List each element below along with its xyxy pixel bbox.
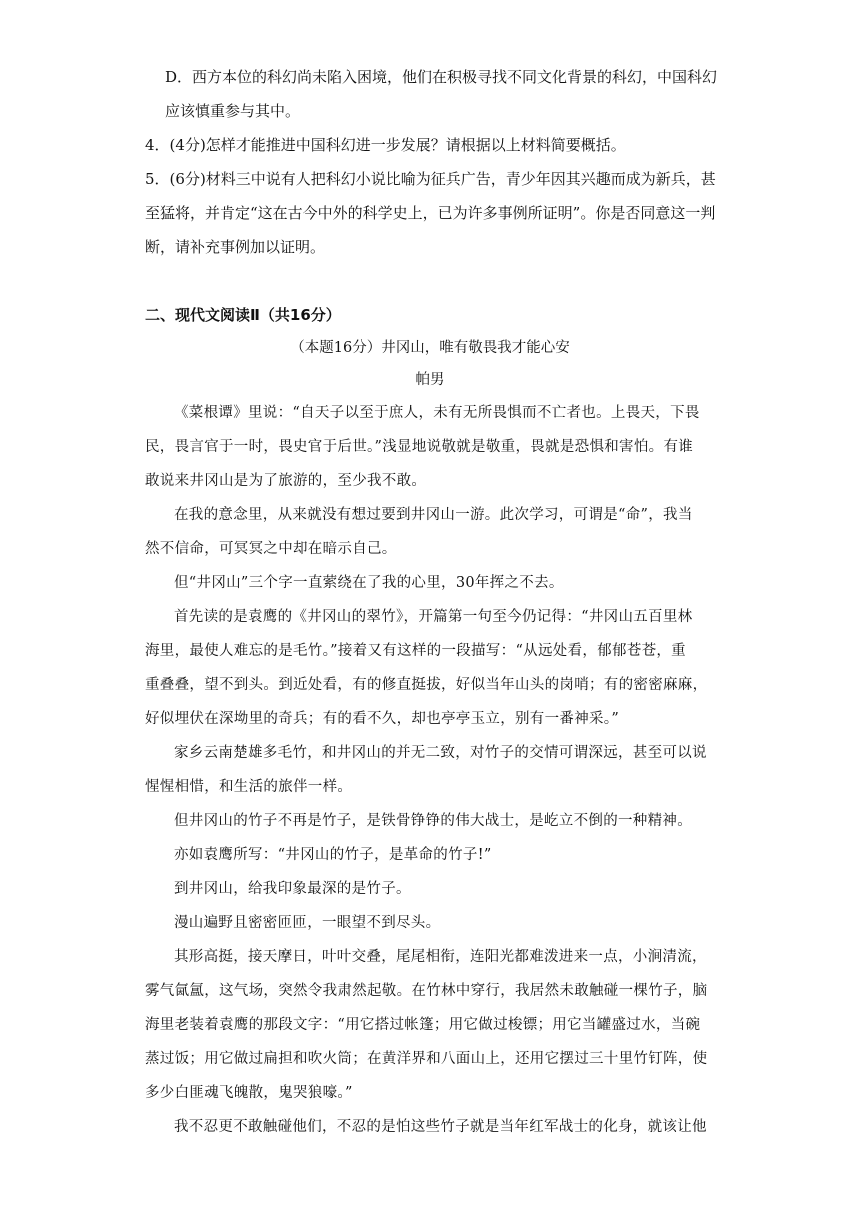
section-heading: 二、现代文阅读Ⅱ（共16分）	[145, 306, 341, 324]
question-5-line-1: 5．(6分)材料三中说有人把科幻小说比喻为征兵广告，青少年因其兴趣而成为新兵，甚	[145, 170, 716, 188]
paragraph-line: 我不忍更不敢触碰他们，不忍的是怕这些竹子就是当年红军战士的化身，就该让他	[174, 1119, 707, 1135]
option-d-line-1: D．西方本位的科幻尚未陷入困境，他们在积极寻找不同文化背景的科幻，中国科幻	[165, 68, 718, 86]
paragraph-line: 重叠叠，望不到头。到近处看，有的修直挺拔，好似当年山头的岗哨；有的密密麻麻，	[145, 677, 708, 693]
paragraph-line: 然不信命，可冥冥之中却在暗示自己。	[145, 541, 397, 557]
paragraph-line: 敢说来井冈山是为了旅游的，至少我不敢。	[145, 473, 427, 489]
option-d-line-2: 应该慎重参与其中。	[165, 102, 301, 120]
paragraph-line: 惺惺相惜，和生活的旅伴一样。	[145, 779, 353, 795]
paragraph-line: 漫山遍野且密密匝匝，一眼望不到尽头。	[174, 915, 441, 931]
paragraph-line: 蒸过饭；用它做过扁担和吹火筒；在黄洋界和八面山上，还用它摆过三十里竹钉阵，使	[145, 1051, 708, 1067]
paragraph-line: 到井冈山，给我印象最深的是竹子。	[174, 881, 411, 897]
passage-title: （本题16分）井冈山，唯有敬畏我才能心安	[290, 340, 570, 356]
question-5-line-2: 至猛将，并肯定“这在古今中外的科学史上，已为许多事例所证明”。你是否同意这一判	[145, 204, 716, 222]
question-4: 4．(4分)怎样才能推进中国科幻进一步发展？请根据以上材料简要概括。	[145, 136, 626, 154]
paragraph-line: 好似埋伏在深坳里的奇兵；有的看不久，却也亭亭玉立，别有一番神采。”	[145, 711, 620, 727]
paragraph-line: 《菜根谭》里说：“自天子以至于庶人，未有无所畏惧而不亡者也。上畏天，下畏	[174, 405, 700, 421]
paragraph-line: 其形高挺，接天摩日，叶叶交叠，尾尾相衔，连阳光都难泼进来一点，小涧清流，	[174, 949, 707, 965]
passage-author: 帕男	[415, 372, 445, 388]
document-page	[145, 60, 718, 1144]
paragraph-line: 但井冈山的竹子不再是竹子，是铁骨铮铮的伟大战士，是屹立不倒的一种精神。	[174, 813, 692, 829]
paragraph-line: 家乡云南楚雄多毛竹，和井冈山的并无二致，对竹子的交情可谓深远，甚至可以说	[174, 745, 707, 761]
paragraph-line: 但“井冈山”三个字一直萦绕在了我的心里，30年挥之不去。	[174, 575, 564, 591]
paragraph-line: 在我的意念里，从来就没有想过要到井冈山一游。此次学习，可谓是“命”，我当	[174, 507, 693, 523]
paragraph-line: 民，畏言官于一时，畏史官于后世。”浅显地说敬就是敬重，畏就是恐惧和害怕。有谁	[145, 439, 694, 455]
spacer	[145, 264, 715, 298]
paragraph-line: 海里，最使人难忘的是毛竹。”接着又有这样的一段描写：“从远处看，郁郁苍苍，重	[145, 643, 686, 659]
paragraph-line: 雾气氤氲，这气场，突然令我肃然起敬。在竹林中穿行，我居然未敢触碰一棵竹子，脑	[145, 983, 708, 999]
paragraph-line: 多少白匪魂飞魄散，鬼哭狼嚎。”	[145, 1085, 353, 1101]
paragraph-line: 首先读的是袁鹰的《井冈山的翠竹》，开篇第一句至今仍记得：“井冈山五百里林	[174, 609, 693, 625]
paragraph-line: 亦如袁鹰所写：“井冈山的竹子，是革命的竹子!”	[174, 847, 492, 863]
question-5-line-3: 断，请补充事例加以证明。	[145, 238, 326, 256]
paragraph-line: 海里老装着袁鹰的那段文字：“用它搭过帐篷；用它做过梭镖；用它当罐盛过水，当碗	[145, 1017, 701, 1033]
